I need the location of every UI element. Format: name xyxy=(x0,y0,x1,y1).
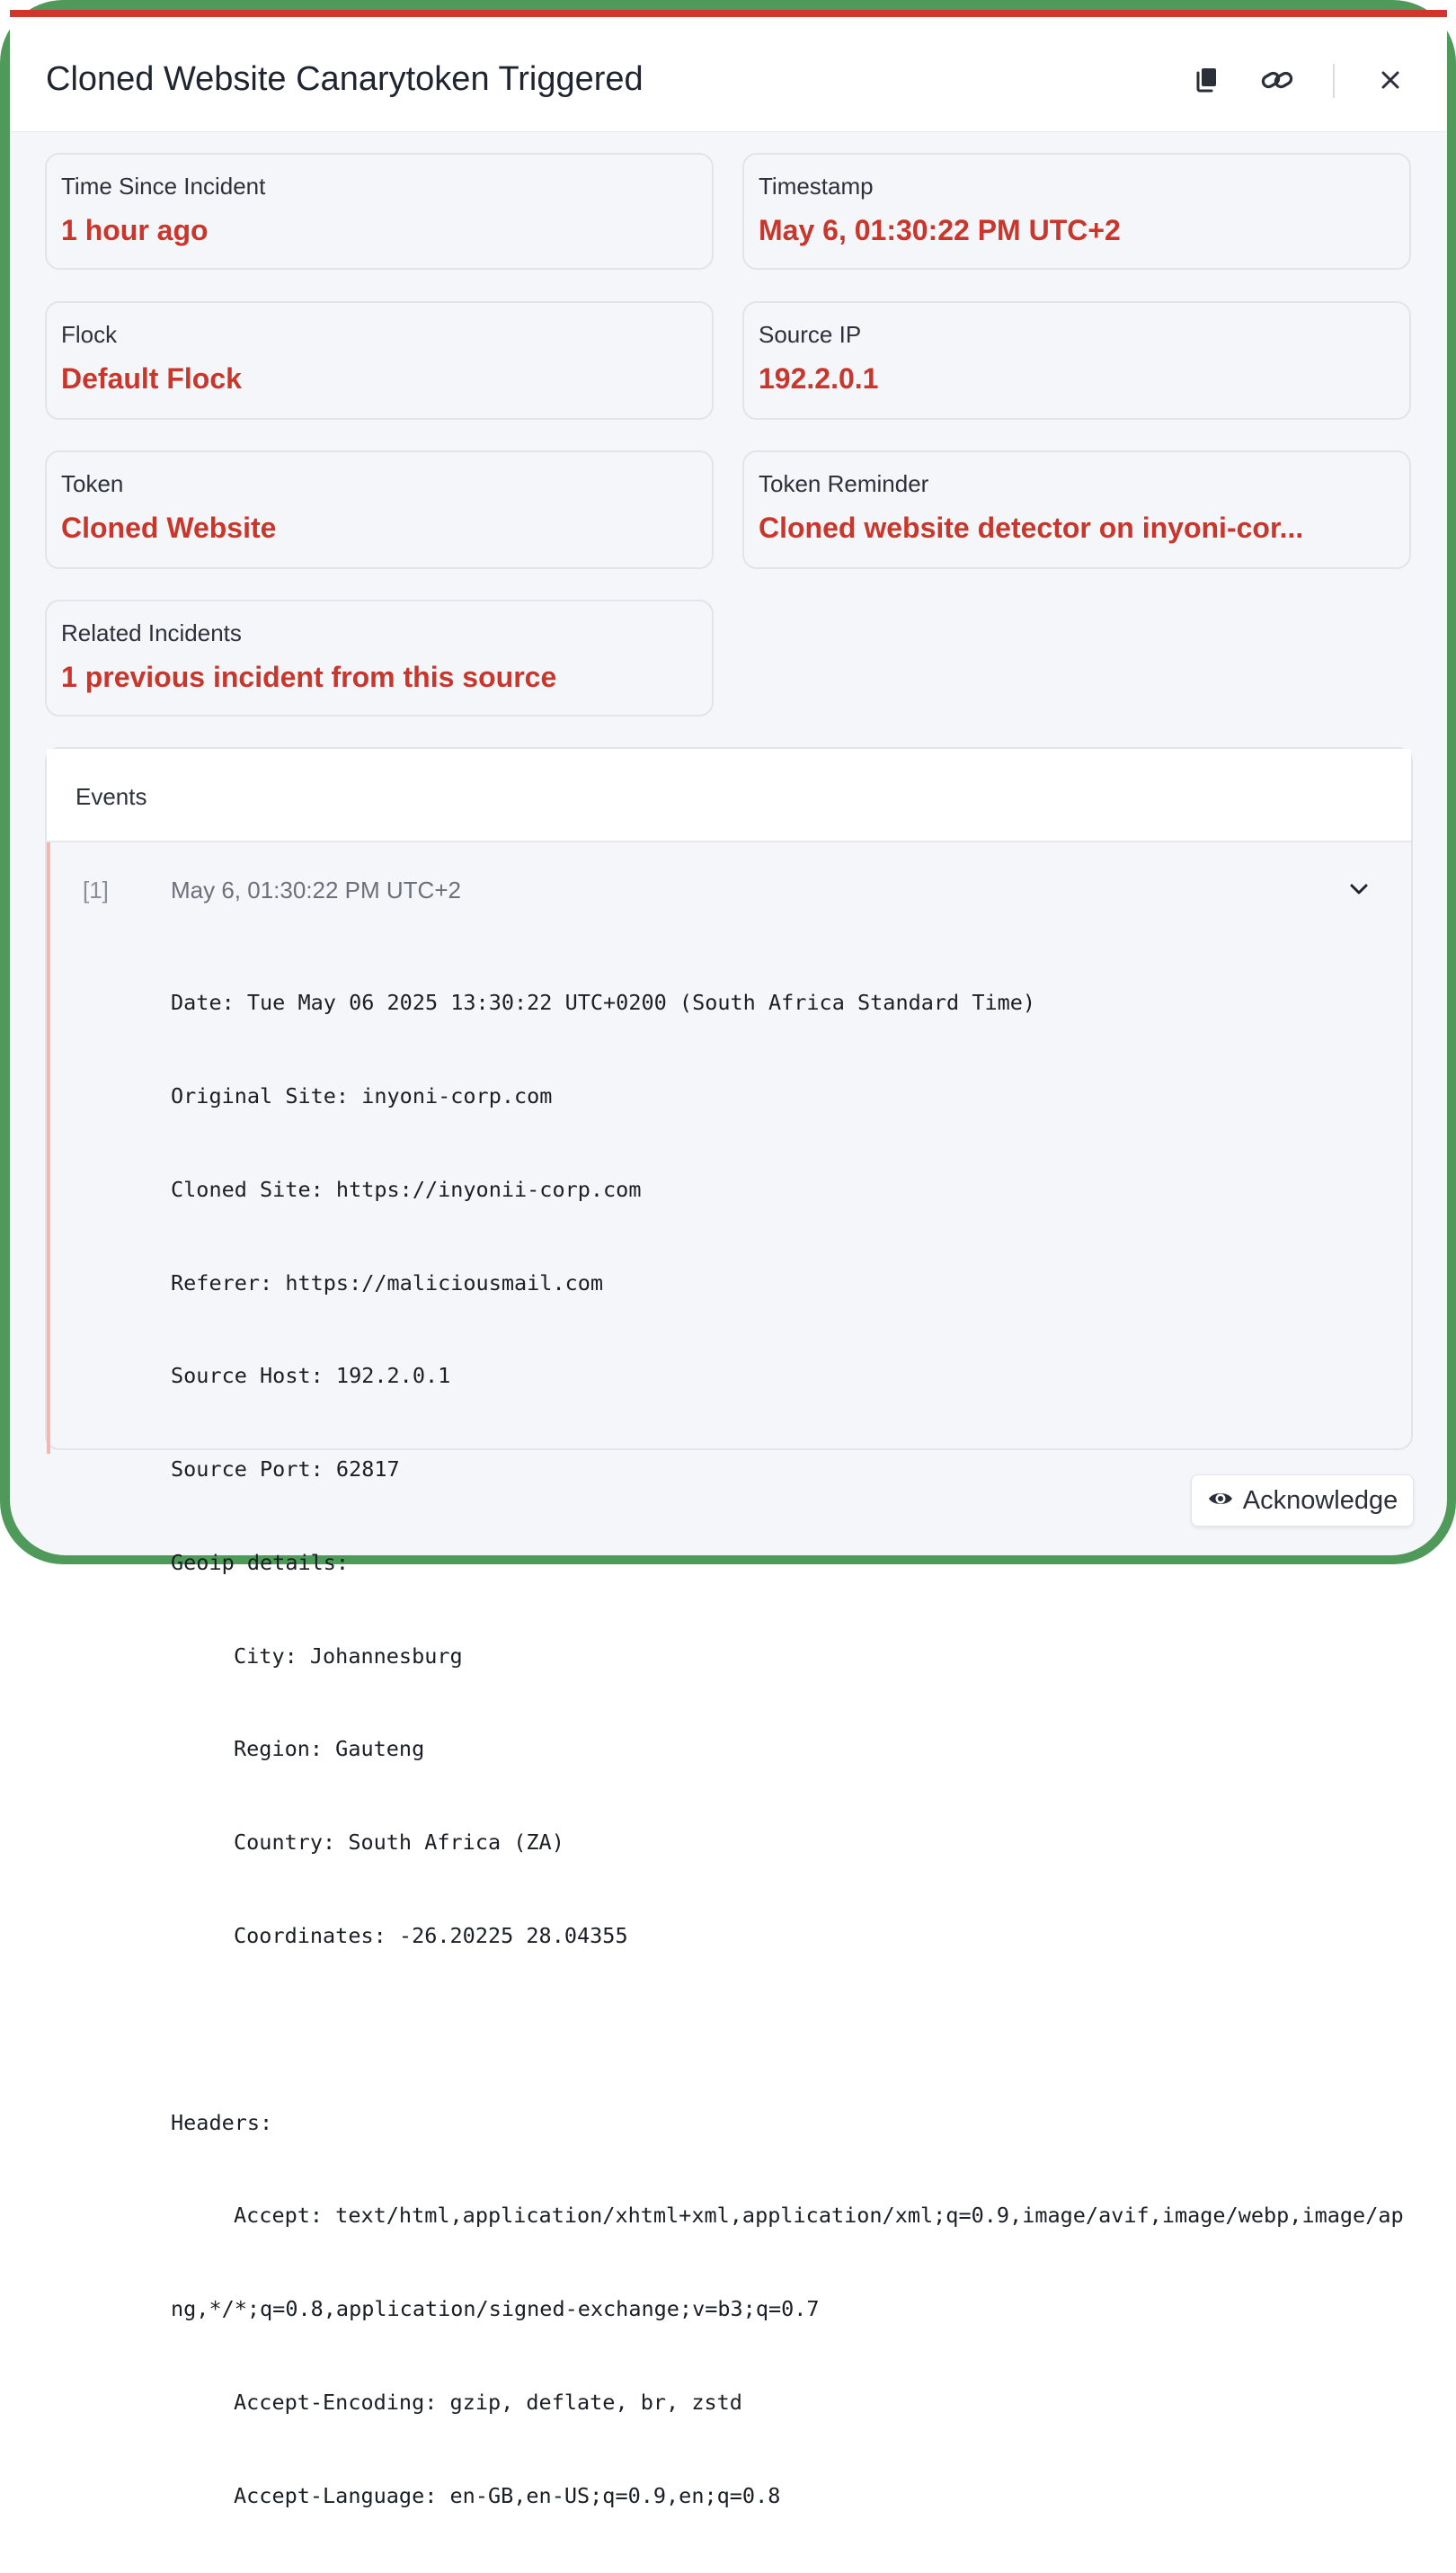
card-flock[interactable] xyxy=(45,301,714,420)
close-icon[interactable] xyxy=(1372,62,1408,98)
card-label: Source IP xyxy=(759,321,862,348)
alert-accent-bar xyxy=(10,10,1447,17)
event-details xyxy=(171,925,1404,2573)
event-index: [1] xyxy=(83,877,109,904)
eye-icon xyxy=(1207,1489,1234,1513)
event-line: Accept-Encoding: gzip, deflate, br, zstd xyxy=(234,2389,742,2415)
event-line: ng,*/*;q=0.8,application/signed-exchange;v=b3;q=0.7 xyxy=(171,2296,820,2322)
card-value[interactable]: Default Flock xyxy=(61,362,242,395)
card-time-since-incident xyxy=(45,153,714,270)
event-line: Region: Gauteng xyxy=(234,1736,425,1762)
event-line: Country: South Africa (ZA) xyxy=(234,1830,564,1856)
card-value[interactable]: 1 previous incident from this source xyxy=(61,661,557,693)
event-line: Original Site: inyoni-corp.com xyxy=(171,1082,553,1108)
incident-dialog xyxy=(10,10,1447,2508)
events-title: Events xyxy=(75,783,147,810)
header-divider xyxy=(1333,64,1335,98)
event-line: Accept: text/html,application/xhtml+xml,application/xml;q=0.9,image/avif,image/webp,image/ap xyxy=(234,2203,1404,2229)
card-label: Related Incidents xyxy=(61,619,242,646)
card-value[interactable]: Cloned Website xyxy=(61,512,277,544)
copy-icon[interactable] xyxy=(1188,62,1224,98)
event-line: City: Johannesburg xyxy=(234,1643,463,1669)
event-line: Referer: https://maliciousmail.com xyxy=(171,1269,604,1295)
dialog-title: Cloned Website Canarytoken Triggered xyxy=(46,60,644,98)
event-line: Accept-Language: en-GB,en-US;q=0.9,en;q=0.8 xyxy=(234,2482,781,2508)
chevron-down-icon[interactable] xyxy=(1345,875,1373,904)
card-label: Token Reminder xyxy=(759,470,929,497)
event-line: Geoip details: xyxy=(171,1549,350,1575)
card-value[interactable]: 192.2.0.1 xyxy=(759,362,879,395)
card-timestamp xyxy=(742,153,1411,270)
acknowledge-label: Acknowledge xyxy=(1242,1485,1398,1515)
event-line: Source Host: 192.2.0.1 xyxy=(171,1363,451,1389)
event-line: Source Port: 62817 xyxy=(171,1456,400,1482)
event-time: May 6, 01:30:22 PM UTC+2 xyxy=(171,877,461,904)
event-line: Date: Tue May 06 2025 13:30:22 UTC+0200 (South Africa Standard Time) xyxy=(171,990,1036,1016)
card-value: Cloned website detector on inyoni-cor... xyxy=(759,512,1304,544)
card-value: 1 hour ago xyxy=(61,214,209,246)
card-token-reminder xyxy=(742,450,1411,569)
event-line: Coordinates: -26.20225 28.04355 xyxy=(234,1923,628,1948)
events-header xyxy=(47,749,1411,842)
card-label: Time Since Incident xyxy=(61,173,266,200)
card-related-incidents[interactable] xyxy=(45,600,714,717)
card-value: May 6, 01:30:22 PM UTC+2 xyxy=(759,214,1121,246)
event-line: Cloned Site: https://inyonii-corp.com xyxy=(171,1176,642,1202)
card-label: Timestamp xyxy=(759,173,874,200)
event-line: Headers: xyxy=(171,2109,273,2135)
dialog-header xyxy=(10,17,1447,132)
acknowledge-button[interactable] xyxy=(1191,1474,1414,1527)
link-icon[interactable] xyxy=(1259,62,1295,98)
card-source-ip[interactable] xyxy=(742,301,1411,420)
card-label: Token xyxy=(61,470,124,497)
card-token[interactable] xyxy=(45,450,714,569)
card-label: Flock xyxy=(61,321,118,348)
event-line xyxy=(171,2014,1393,2045)
event-accent-bar xyxy=(47,842,50,1454)
